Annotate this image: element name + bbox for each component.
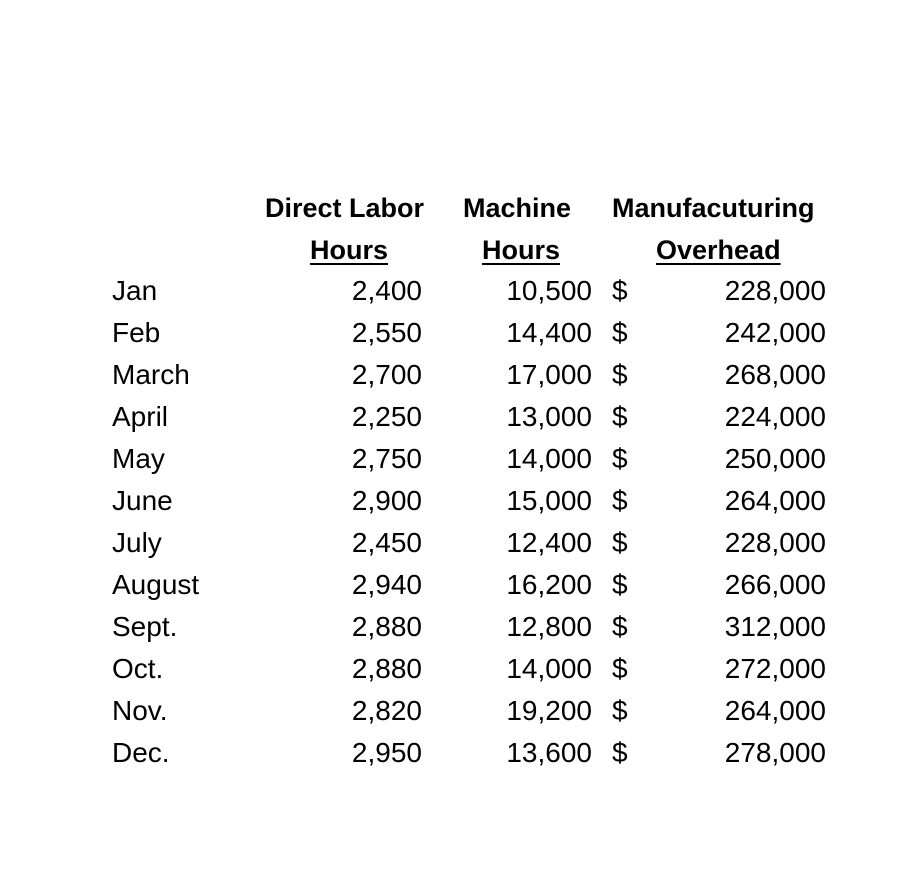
manufacturing-overhead-cell: 278,000: [724, 737, 826, 768]
dollar-sign-cell: $: [612, 653, 628, 684]
month-cell: Jan: [112, 275, 158, 306]
machine-hours-cell: 16,200: [506, 569, 592, 600]
manufacturing-overhead-cell: 266,000: [724, 569, 826, 600]
table-row: [0, 690, 912, 732]
direct-labor-hours-cell: 2,880: [351, 611, 422, 642]
table-row: [0, 354, 912, 396]
manufacturing-overhead-cell: 272,000: [724, 653, 826, 684]
dollar-sign-cell: $: [612, 443, 628, 474]
machine-hours-cell: 14,400: [506, 317, 592, 348]
direct-labor-hours-cell: 2,750: [351, 443, 422, 474]
header-direct-labor-line2: Hours: [310, 235, 389, 265]
machine-hours-cell: 19,200: [506, 695, 592, 726]
month-cell: June: [112, 485, 173, 516]
table-row: [0, 522, 912, 564]
direct-labor-hours-cell: 2,900: [351, 485, 422, 516]
table-row: [0, 564, 912, 606]
dollar-sign-cell: $: [612, 611, 628, 642]
header-machine-line1: Machine: [463, 193, 572, 223]
manufacturing-overhead-cell: 228,000: [724, 527, 826, 558]
dollar-sign-cell: $: [612, 569, 628, 600]
machine-hours-cell: 13,000: [506, 401, 592, 432]
direct-labor-hours-cell: 2,820: [351, 695, 422, 726]
month-cell: May: [112, 443, 165, 474]
table-row: [0, 480, 912, 522]
machine-hours-cell: 14,000: [506, 443, 592, 474]
direct-labor-hours-cell: 2,950: [351, 737, 422, 768]
machine-hours-cell: 15,000: [506, 485, 592, 516]
dollar-sign-cell: $: [612, 359, 628, 390]
month-cell: Feb: [112, 317, 161, 348]
direct-labor-hours-cell: 2,550: [351, 317, 422, 348]
month-cell: April: [112, 401, 169, 432]
dollar-sign-cell: $: [612, 317, 628, 348]
month-cell: July: [112, 527, 162, 558]
table-row: [0, 648, 912, 690]
manufacturing-overhead-cell: 264,000: [724, 695, 826, 726]
manufacturing-overhead-cell: 242,000: [724, 317, 826, 348]
table-row: [0, 438, 912, 480]
manufacturing-overhead-cell: 224,000: [724, 401, 826, 432]
table-row: [0, 312, 912, 354]
dollar-sign-cell: $: [612, 485, 628, 516]
dollar-sign-cell: $: [612, 527, 628, 558]
manufacturing-overhead-cell: 250,000: [724, 443, 826, 474]
machine-hours-cell: 12,400: [506, 527, 592, 558]
month-cell: Dec.: [112, 737, 170, 768]
machine-hours-cell: 14,000: [506, 653, 592, 684]
machine-hours-cell: 13,600: [506, 737, 592, 768]
month-cell: Nov.: [112, 695, 168, 726]
header-machine-line2: Hours: [482, 235, 561, 265]
direct-labor-hours-cell: 2,700: [351, 359, 422, 390]
machine-hours-cell: 17,000: [506, 359, 592, 390]
data-rows: [0, 270, 912, 774]
machine-hours-cell: 10,500: [506, 275, 592, 306]
direct-labor-hours-cell: 2,400: [351, 275, 422, 306]
dollar-sign-cell: $: [612, 695, 628, 726]
direct-labor-hours-cell: 2,940: [351, 569, 422, 600]
dollar-sign-cell: $: [612, 275, 628, 306]
header-overhead-line1: Manufacuturing: [612, 193, 815, 223]
header-direct-labor-line1: Direct Labor: [265, 193, 425, 223]
manufacturing-overhead-cell: 312,000: [724, 611, 826, 642]
manufacturing-overhead-cell: 228,000: [724, 275, 826, 306]
direct-labor-hours-cell: 2,250: [351, 401, 422, 432]
direct-labor-hours-cell: 2,450: [351, 527, 422, 558]
month-cell: Oct.: [112, 653, 164, 684]
table-row: [0, 732, 912, 774]
manufacturing-overhead-cell: 264,000: [724, 485, 826, 516]
header-overhead-line2: Overhead: [656, 235, 781, 265]
machine-hours-cell: 12,800: [506, 611, 592, 642]
dollar-sign-cell: $: [612, 737, 628, 768]
month-cell: March: [112, 359, 190, 390]
manufacturing-overhead-cell: 268,000: [724, 359, 826, 390]
table-row: [0, 396, 912, 438]
month-cell: August: [112, 569, 200, 600]
table-row: [0, 270, 912, 312]
direct-labor-hours-cell: 2,880: [351, 653, 422, 684]
dollar-sign-cell: $: [612, 401, 628, 432]
month-cell: Sept.: [112, 611, 178, 642]
table-row: [0, 606, 912, 648]
